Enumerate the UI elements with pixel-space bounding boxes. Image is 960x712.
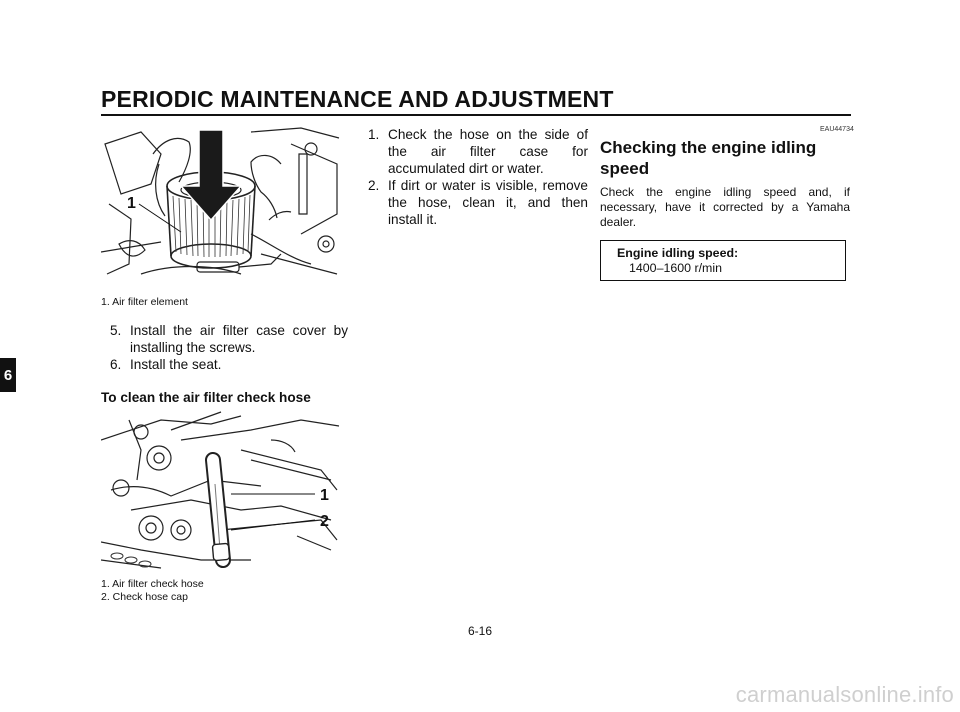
section-code: EAU44734 (820, 126, 854, 133)
step-text: Install the air filter case cover by installing the screws. (130, 323, 348, 355)
subheading: To clean the air filter check hose (101, 390, 311, 405)
figure2-caption-2: 2. Check hose cap (101, 591, 188, 603)
middle-step (368, 177, 588, 228)
air-filter-element-figure (101, 124, 341, 290)
chapter-tab (0, 358, 16, 392)
step-text: Check the hose on the side of the air filter case for accumulated dirt or water. (388, 127, 588, 176)
check-hose-figure (101, 410, 341, 570)
step-number: 6. (110, 357, 122, 372)
left-step (110, 356, 348, 373)
watermark: carmanualsonline.info (735, 682, 954, 707)
figure2-callout-2: 2 (320, 513, 329, 530)
title-rule (101, 114, 851, 116)
section-body: Check the engine idling speed and, if necessary, have it corrected by a Yamaha dealer. (600, 185, 850, 229)
step-number: 1. (368, 127, 380, 142)
figure2-caption-1: 1. Air filter check hose (101, 578, 204, 590)
page-title: PERIODIC MAINTENANCE AND ADJUSTMENT (101, 86, 614, 112)
middle-step (368, 126, 588, 177)
step-number: 2. (368, 178, 380, 193)
spec-value: 1400–1600 r/min (629, 261, 722, 275)
step-text: Install the seat. (130, 357, 222, 372)
step-number: 5. (110, 323, 122, 338)
spec-box (600, 240, 846, 281)
figure1-caption: 1. Air filter element (101, 296, 188, 308)
left-step (110, 322, 348, 356)
chapter-number: 6 (3, 366, 13, 384)
spec-label: Engine idling speed: (617, 246, 739, 260)
figure2-callout-1: 1 (320, 487, 329, 504)
page-number: 6-16 (467, 624, 493, 638)
figure1-callout-1: 1 (127, 195, 136, 212)
section-title: Checking the engine idling speed (600, 138, 817, 178)
step-text: If dirt or water is visible, remove the hose, clean it, and then install it. (388, 178, 588, 227)
